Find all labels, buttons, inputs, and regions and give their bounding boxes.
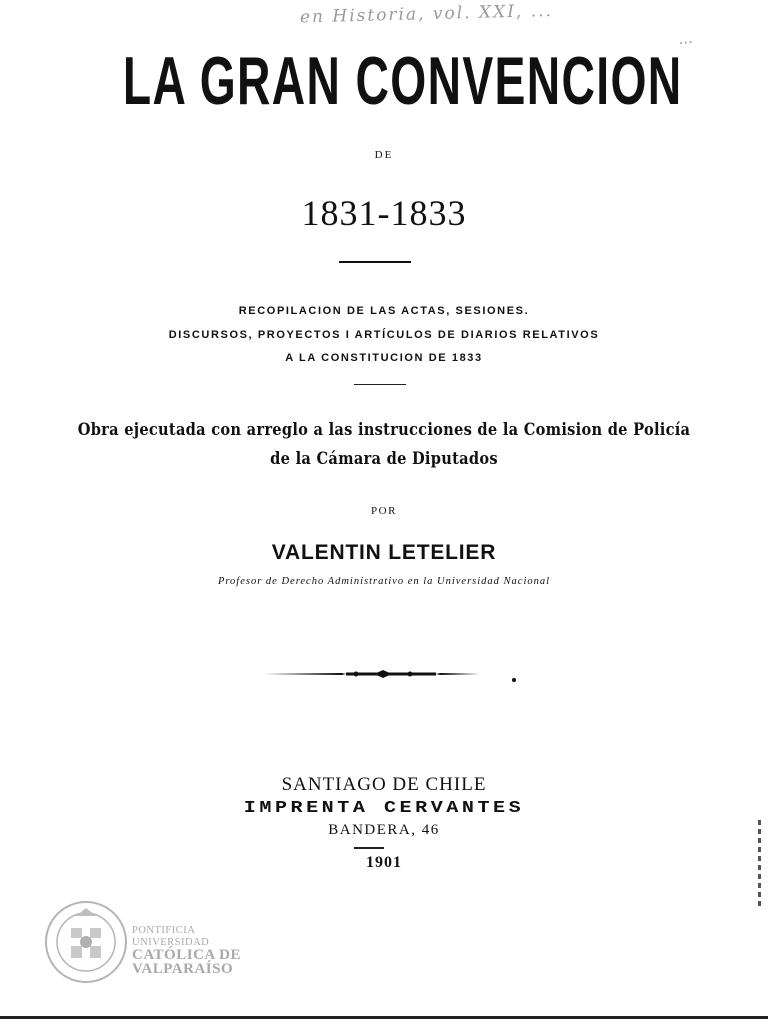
ornament-speck <box>512 678 516 682</box>
book-title: LA GRAN CONVENCION <box>122 43 683 119</box>
ornament-dot <box>408 672 413 677</box>
ornament-line-right <box>436 673 480 675</box>
scan-edge-mark <box>758 820 761 910</box>
ornament-divider <box>262 664 522 684</box>
imprint-place: SANTIAGO DE CHILE <box>281 774 487 795</box>
subtitle-line-2: DISCURSOS, PROYECTOS I ARTÍCULOS DE DIARIOS RELATIVOS <box>168 329 600 341</box>
university-seal-icon <box>44 900 128 984</box>
handwritten-annotation: en Historia, vol. XXI, ... <box>299 0 554 28</box>
ornament-dot <box>354 672 359 677</box>
subtitle-line-1: RECOPILACION DE LAS ACTAS, SESIONES. <box>238 305 530 317</box>
institution-line-4: VALPARAÍSO <box>132 961 234 977</box>
divider-rule-small <box>354 384 406 385</box>
author-role: Profesor de Derecho Administrativo en la Universidad Nacional <box>217 576 551 587</box>
subtitle-line-3: A LA CONSTITUCION DE 1833 <box>285 352 483 364</box>
ornament-diamond <box>374 670 392 678</box>
commission-line-2: de la Cámara de Diputados <box>270 449 498 469</box>
commission-line-1: Obra ejecutada con arreglo a las instrucciones de la Comision de Policía <box>77 420 691 440</box>
scan-bottom-border <box>0 1016 768 1019</box>
title-years: 1831-1833 <box>301 193 467 233</box>
by-label: POR <box>371 505 397 517</box>
imprint-year: 1901 <box>366 854 402 871</box>
handwritten-margin-note: ... <box>677 28 694 49</box>
title-preposition: DE <box>374 149 394 161</box>
institution-line-2: UNIVERSIDAD <box>132 937 210 948</box>
author-name: VALENTIN LETELIER <box>271 541 497 564</box>
institution-line-1: PONTIFICIA <box>132 925 196 936</box>
imprint-printer: IMPRENTA CERVANTES <box>243 799 525 818</box>
divider-rule-year <box>354 847 384 849</box>
imprint-address: BANDERA, 46 <box>328 822 440 838</box>
divider-rule <box>339 261 411 263</box>
institution-line-3: CATÓLICA DE <box>132 947 241 963</box>
ornament-line-left <box>264 673 346 675</box>
